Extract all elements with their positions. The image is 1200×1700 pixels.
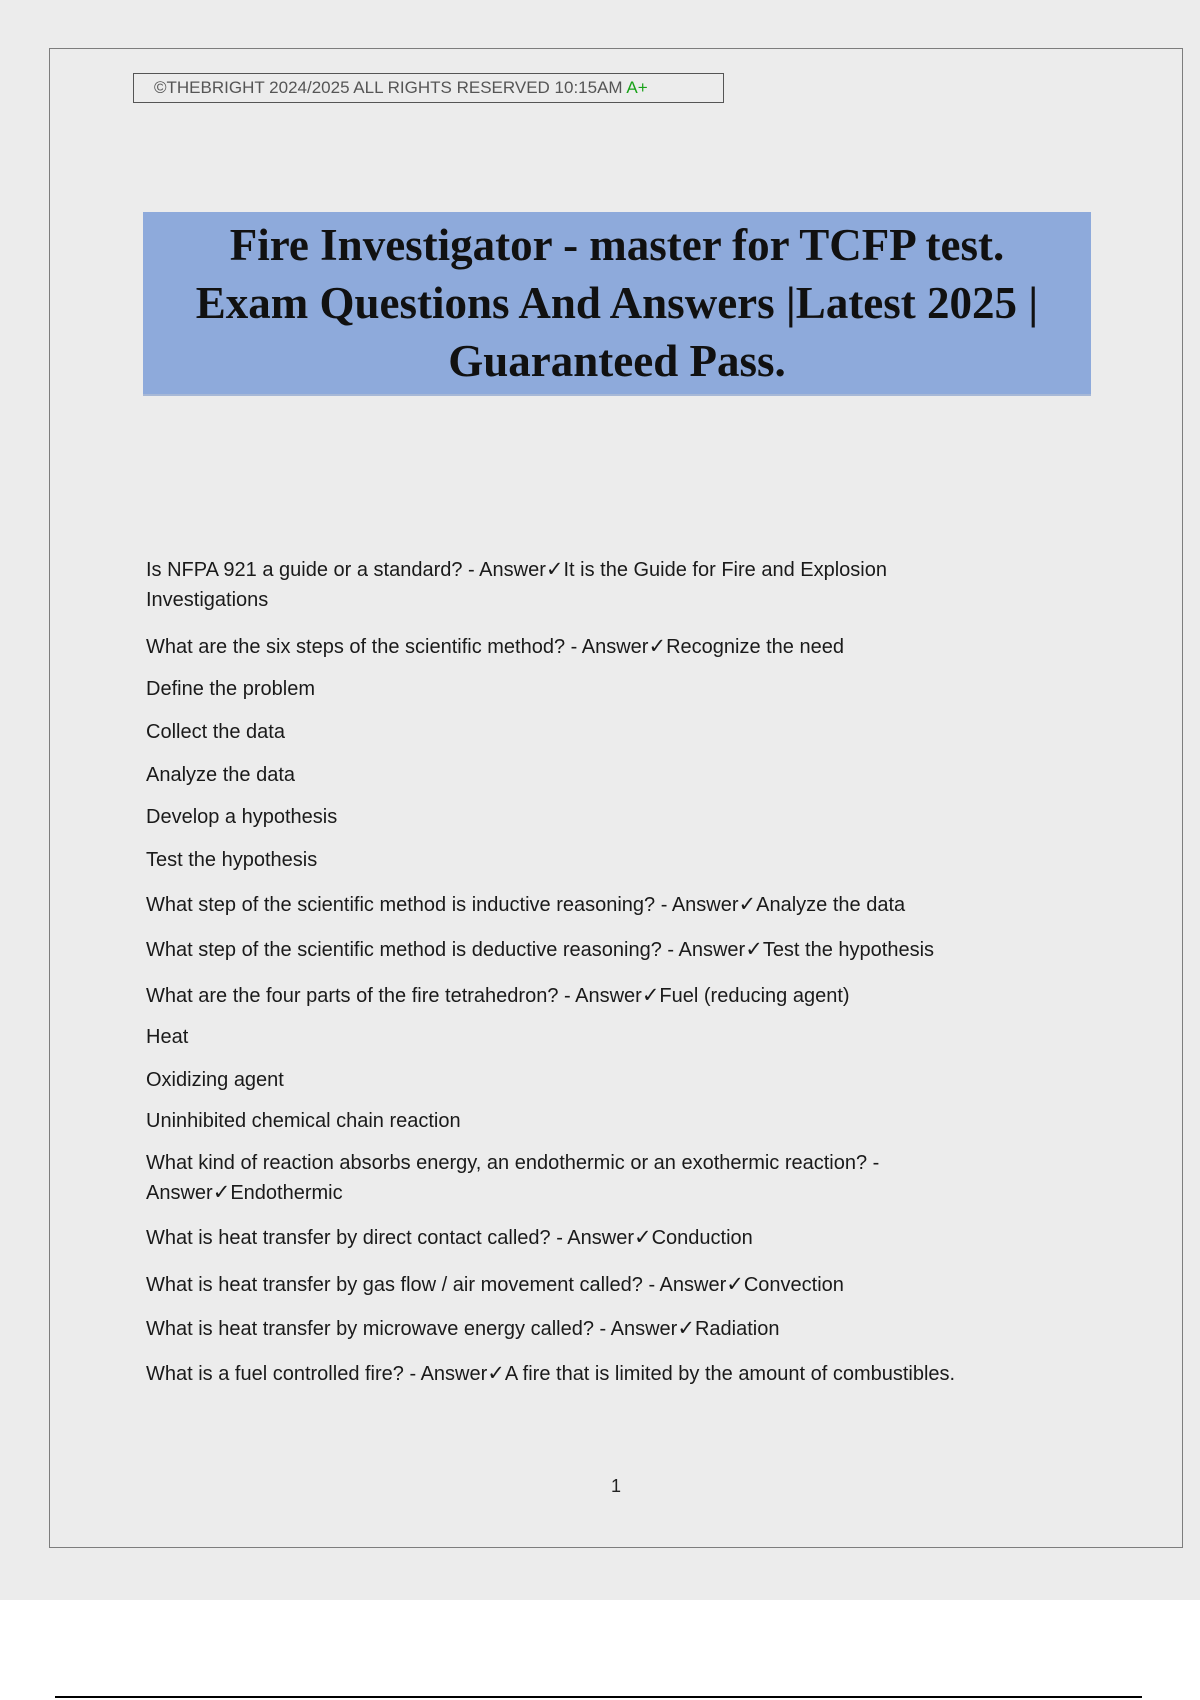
check-icon: ✓ xyxy=(648,635,667,658)
question-text: What are the four parts of the fire tetrahedron? xyxy=(146,985,559,1007)
check-icon: ✓ xyxy=(545,558,564,581)
qa-item xyxy=(146,1148,1156,1208)
question-text: What is heat transfer by direct contact called? xyxy=(146,1227,551,1249)
answer-label: - Answer xyxy=(550,1227,634,1249)
question-text: What are the six steps of the scientific method? xyxy=(146,636,566,658)
list-line: Test the hypothesis xyxy=(146,849,318,871)
check-icon: ✓ xyxy=(487,1362,505,1385)
answer-label: - Answer xyxy=(655,894,739,916)
answer-text: Endothermic xyxy=(230,1182,343,1204)
answer-label: - Answer xyxy=(642,1274,727,1296)
answer-label: - Answer xyxy=(661,939,746,961)
qa-item xyxy=(146,717,1156,747)
answer-label: - Answer xyxy=(558,985,642,1007)
answer-text: Fuel (reducing agent) xyxy=(659,985,850,1007)
qa-item xyxy=(146,632,1156,662)
list-line: Develop a hypothesis xyxy=(146,806,338,828)
answer-text: Radiation xyxy=(694,1318,780,1340)
answer-text: Test the hypothesis xyxy=(762,939,935,961)
copyright-text: ©THEBRIGHT 2024/2025 ALL RIGHTS RESERVED 10:15AM xyxy=(154,78,627,97)
answer-continuation: Investigations xyxy=(146,589,269,611)
answer-text: Recognize the need xyxy=(666,636,844,658)
title-banner xyxy=(143,212,1091,396)
check-icon: ✓ xyxy=(745,938,763,961)
answer-label: - Answer xyxy=(403,1363,488,1385)
check-icon: ✓ xyxy=(634,1226,652,1249)
qa-item xyxy=(146,802,1156,832)
list-line: Collect the data xyxy=(146,721,285,743)
qa-item xyxy=(146,674,1156,704)
answer-label: Answer xyxy=(146,1182,213,1204)
answer-text: Convection xyxy=(743,1274,844,1296)
question-text: What is heat transfer by microwave energy called? xyxy=(146,1318,594,1340)
answer-text: It is the Guide for Fire and Explosion xyxy=(563,559,887,581)
qa-item xyxy=(146,1223,1156,1253)
answer-label: - Answer xyxy=(565,636,649,658)
check-icon: ✓ xyxy=(726,1273,744,1296)
question-text: What is heat transfer by gas flow / air movement called? xyxy=(146,1274,643,1296)
copyright-header xyxy=(133,73,724,103)
qa-item xyxy=(146,1359,1156,1389)
qa-item xyxy=(146,1065,1156,1095)
question-text: What step of the scientific method is deductive reasoning? xyxy=(146,939,662,961)
qa-item xyxy=(146,760,1156,790)
question-text: What kind of reaction absorbs energy, an endothermic or an exothermic reaction? - xyxy=(146,1152,880,1174)
check-icon: ✓ xyxy=(641,984,660,1007)
list-line: Heat xyxy=(146,1026,189,1048)
answer-label: - Answer xyxy=(593,1318,678,1340)
list-line: Oxidizing agent xyxy=(146,1069,284,1091)
question-text: Is NFPA 921 a guide or a standard? xyxy=(146,559,463,581)
answer-text: Conduction xyxy=(651,1227,753,1249)
bottom-rule xyxy=(55,1696,1142,1698)
document-page xyxy=(49,48,1183,1548)
question-text: What step of the scientific method is inductive reasoning? xyxy=(146,894,656,916)
qa-item xyxy=(146,981,1156,1011)
list-line: Analyze the data xyxy=(146,764,295,786)
qa-item xyxy=(146,1270,1156,1300)
title-line-3: Guaranteed Pass. xyxy=(448,336,786,386)
question-text: What is a fuel controlled fire? xyxy=(146,1363,404,1385)
qa-item xyxy=(146,555,1156,615)
title-line-1: Fire Investigator - master for TCFP test. xyxy=(229,220,1005,270)
title-line-2: Exam Questions And Answers |Latest 2025 | xyxy=(195,278,1039,328)
check-icon: ✓ xyxy=(212,1181,231,1204)
answer-label: - Answer xyxy=(462,559,546,581)
list-line: Define the problem xyxy=(146,678,315,700)
qa-item xyxy=(146,890,1156,920)
page-number: 1 xyxy=(610,1476,621,1496)
qa-item xyxy=(146,1106,1156,1136)
list-line: Uninhibited chemical chain reaction xyxy=(146,1110,461,1132)
check-icon: ✓ xyxy=(677,1317,695,1340)
answer-text: A fire that is limited by the amount of combustibles. xyxy=(504,1363,956,1385)
qa-item xyxy=(146,1022,1156,1052)
qa-item xyxy=(146,1314,1156,1344)
check-icon: ✓ xyxy=(738,893,757,916)
qa-item xyxy=(146,935,1156,965)
qa-item xyxy=(146,845,1156,875)
answer-text: Analyze the data xyxy=(756,894,906,916)
grade-badge: A+ xyxy=(626,78,648,97)
qa-list xyxy=(146,543,1156,1389)
